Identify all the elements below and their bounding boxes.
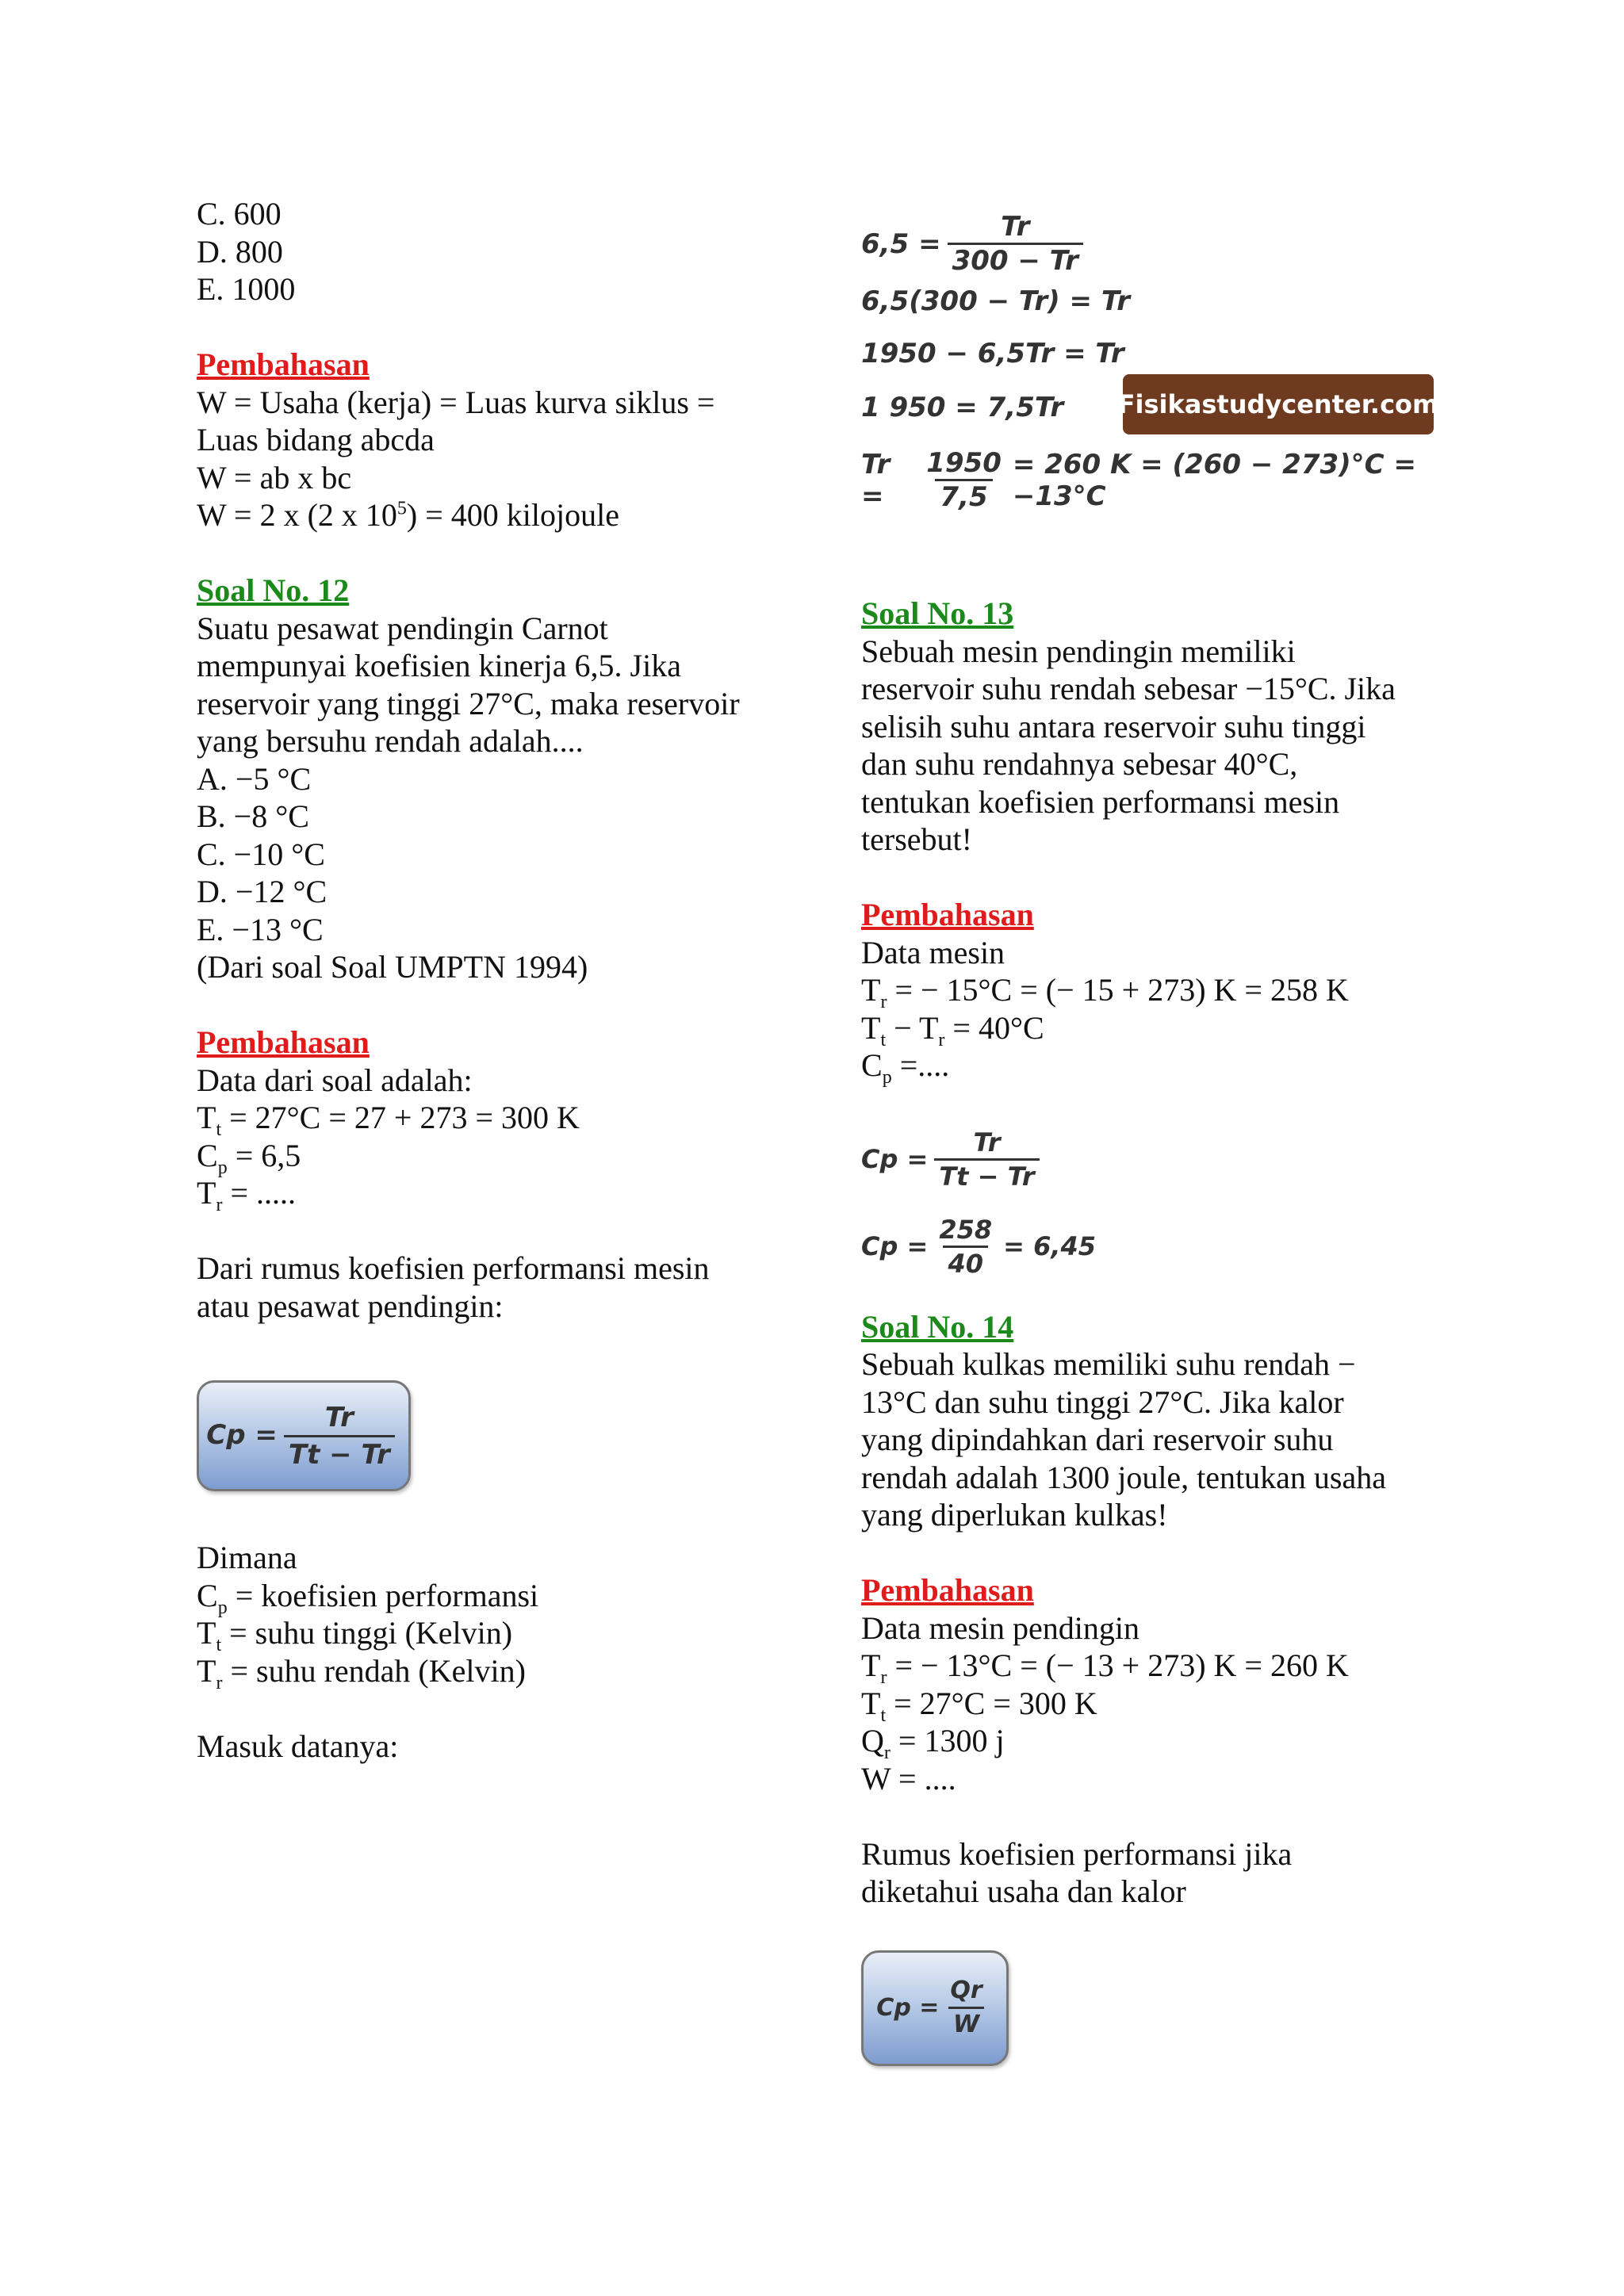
question-13-line-4: dan suhu rendahnya sebesar 40°C, — [861, 746, 1298, 782]
data-tt-14: $T_t = 27^\circ C = 300$ K — [861, 1685, 1097, 1726]
option-d: D. −12 °C — [197, 874, 327, 909]
data-intro: Data dari soal adalah: — [197, 1062, 473, 1098]
option-c-prev: C. 600 — [197, 196, 282, 232]
soal-13-heading: Soal No. 13 — [861, 595, 1014, 631]
work-line-4: W = 2 x (2 x $10^5) = 400$ kilojoule — [197, 497, 620, 533]
question-14-line-2: 13°C dan suhu tinggi 27°C. Jika kalor — [861, 1383, 1344, 1420]
dimana-label: Dimana — [197, 1540, 297, 1575]
pembahasan-heading: Pembahasan — [861, 1572, 1034, 1608]
data-cp: $C_p = 6,5$ — [197, 1137, 301, 1178]
data-tr-14: $T_r$ = − 13°C = (− 13 + 273) K = 260 K — [861, 1647, 1349, 1688]
option-a: A. −5 °C — [197, 760, 312, 797]
derivation-row-2: 6,5(300 − Tr) = Tr — [861, 285, 1131, 317]
data-tt: $T_t = 27^\circ C = 27 + 273 = 300$ K — [197, 1100, 580, 1140]
question-12-line-2: mempunyai koefisien kinerja 6,5. Jika — [197, 648, 681, 683]
data-mesin-pendingin-label: Data mesin pendingin — [861, 1609, 1140, 1646]
pembahasan-heading: Pembahasan — [197, 1024, 370, 1060]
pembahasan-heading: Pembahasan — [861, 897, 1034, 932]
formula-box-cp-qr-w: Cp = $\frac{Qr}{W}$ — [861, 1950, 1009, 2066]
question-13-line-3: selisih suhu antara reservoir suhu tinggi — [861, 708, 1366, 744]
question-14-line-3: yang dipindahkan dari reservoir suhu — [861, 1422, 1334, 1457]
data-qr-14: $Q_r = 1300$ j — [861, 1723, 1005, 1763]
equation-13-a: Cp = $\frac{Tr}{Tt - Tr}$ — [861, 1116, 1464, 1203]
soal-12-heading: Soal No. 12 — [197, 572, 350, 608]
option-c: C. −10 °C — [197, 836, 325, 872]
question-12-line-4: yang bersuhu rendah adalah.... — [197, 723, 584, 759]
question-13-line-2: reservoir suhu rendah sebesar −15°C. Jika — [861, 671, 1396, 706]
formula-box-cp: Cp = $\frac{Tr}{Tt - Tr}$ — [197, 1380, 411, 1491]
masuk-datanya: Masuk datanya: — [197, 1728, 399, 1764]
watermark-logo: Fisikastudycenter.com — [1123, 374, 1434, 434]
soal-14-heading: Soal No. 14 — [861, 1308, 1014, 1345]
def-tt: $T_t$ = suhu tinggi (Kelvin) — [197, 1615, 513, 1655]
question-12-line-3: reservoir yang tinggi 27°C, maka reservoir — [197, 685, 740, 721]
def-tr: $T_r$ = suhu rendah (Kelvin) — [197, 1652, 526, 1693]
formula-intro-4: diketahui usaha dan kalor — [861, 1873, 1186, 1909]
question-source: (Dari soal Soal UMPTN 1994) — [197, 949, 588, 985]
question-12-line-1: Suatu pesawat pendingin Carnot — [197, 610, 608, 646]
question-14-line-4: rendah adalah 1300 joule, tentukan usaha — [861, 1459, 1386, 1495]
option-d-prev: D. 800 — [197, 233, 283, 270]
data-cp-13: $C_p$ =.... — [861, 1047, 950, 1088]
question-14-line-5: yang diperlukan kulkas! — [861, 1497, 1168, 1533]
left-column — [197, 195, 799, 1765]
data-tt-minus-tr-13: $T_t - T_r = 40^\circ C$ — [861, 1009, 1044, 1050]
formula-intro-3: Rumus koefisien performansi jika — [861, 1835, 1293, 1872]
option-e-prev: E. 1000 — [197, 271, 296, 307]
work-line-2: Luas bidang abcda — [197, 422, 435, 457]
option-b: B. −8 °C — [197, 798, 309, 834]
question-13-line-5: tentukan koefisien performansi mesin — [861, 783, 1340, 820]
data-w-14: W = .... — [861, 1760, 956, 1797]
derivation-row-3: 1950 − 6,5Tr = Tr — [861, 338, 1124, 369]
data-tr: $T_r$ = ..... — [197, 1175, 296, 1215]
pembahasan-heading: Pembahasan — [197, 346, 370, 382]
derivation-row-1: 6,5 = $\frac{Tr}{300 - Tr}$ — [861, 211, 1090, 277]
formula-intro-1: Dari rumus koefisien performansi mesin — [197, 1250, 710, 1286]
formula-intro-2: atau pesawat pendingin: — [197, 1288, 504, 1324]
question-14-line-1: Sebuah kulkas memiliki suhu rendah − — [861, 1346, 1356, 1382]
data-tr-13: $T_r$ = − 15°C = (− 15 + 273) K = 258 K — [861, 972, 1349, 1012]
question-13-line-1: Sebuah mesin pendingin memiliki — [861, 633, 1296, 669]
work-line-1: W = Usaha (kerja) = Luas kurva siklus = — [197, 384, 715, 420]
right-column — [861, 595, 1464, 2066]
option-e: E. −13 °C — [197, 911, 324, 947]
def-cp: $C_p$ = koefisien performansi — [197, 1577, 539, 1618]
derivation-block — [861, 195, 1464, 544]
equation-13-b: Cp = $\frac{258}{40}$ = 6,45 — [861, 1215, 1097, 1279]
derivation-row-4: 1 950 = 7,5Tr — [861, 392, 1064, 423]
question-13-line-6: tersebut! — [861, 821, 972, 857]
work-line-3: W = ab x bc — [197, 459, 352, 496]
derivation-row-5: Tr = $\frac{1950}{7,5}$ = 260 K = (260 − 273)°C = −13°C — [861, 447, 1416, 513]
data-mesin-label: Data mesin — [861, 934, 1005, 970]
